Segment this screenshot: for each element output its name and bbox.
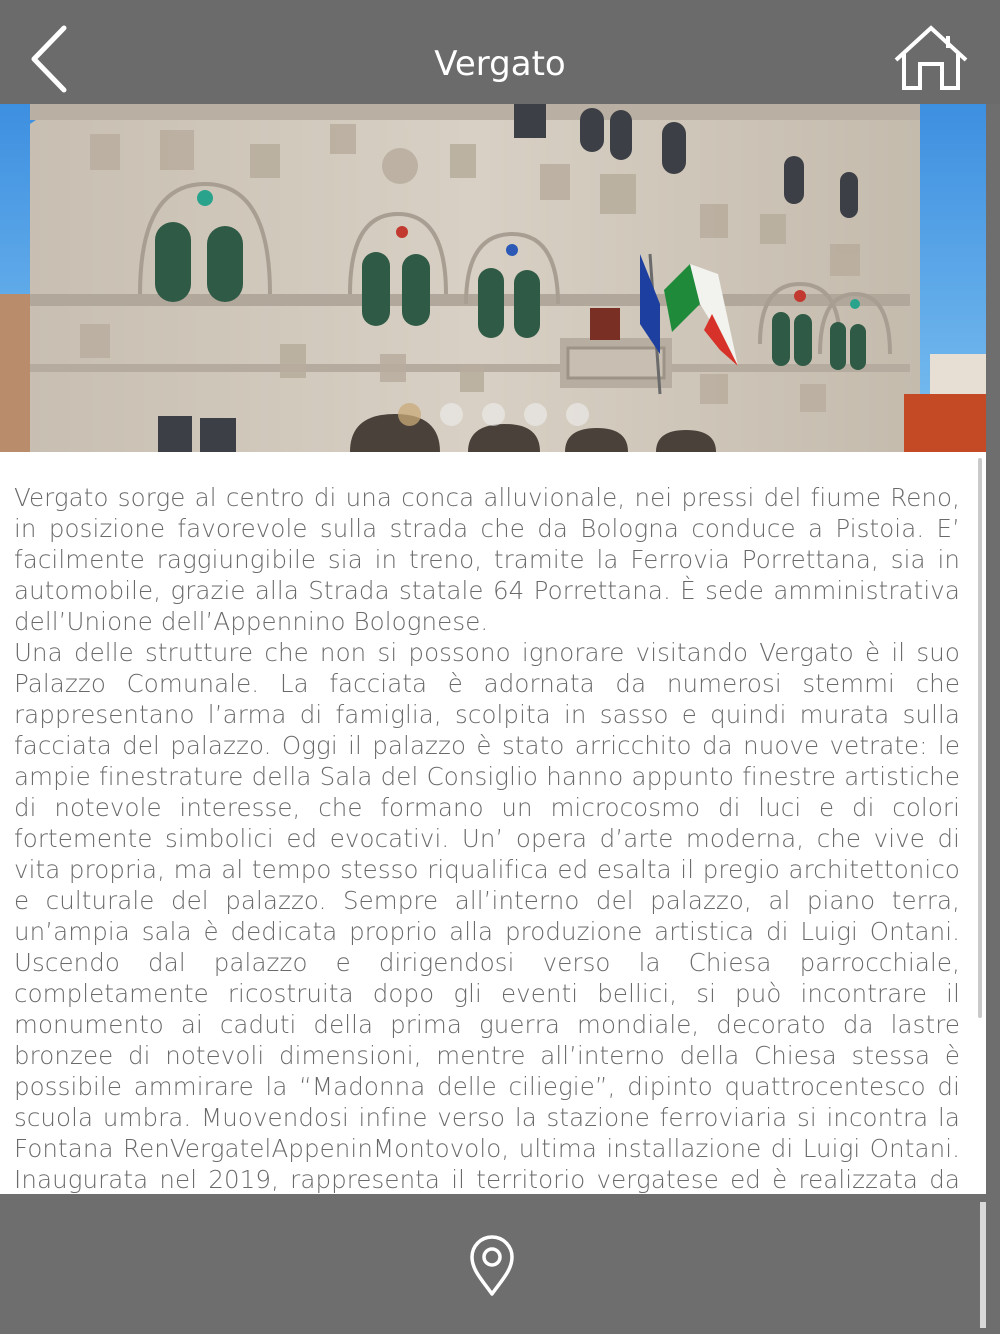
palazzo-comunale-photo <box>0 104 986 452</box>
gallery-dot[interactable] <box>440 403 463 426</box>
article-scroll-area[interactable] <box>0 452 986 1194</box>
map-pin-icon <box>468 1234 516 1298</box>
article-body <box>14 482 960 1288</box>
article-scrollbar[interactable] <box>978 458 982 1018</box>
home-icon <box>890 22 972 94</box>
gallery-dot[interactable] <box>482 403 505 426</box>
gallery-pagination <box>398 403 589 426</box>
bottom-toolbar <box>0 1194 986 1334</box>
photo-gallery[interactable] <box>0 104 986 452</box>
gallery-dot[interactable] <box>566 403 589 426</box>
top-navigation-bar <box>0 0 1000 104</box>
page-scrollbar[interactable] <box>980 1202 986 1328</box>
article-paragraph: Una delle strutture che non si possono ignorare visitando Vergato è il suo Palazzo Comunale. La facciata è adornata da numerosi stemmi che rappresentano l’arma di famiglia, scolpita in sasso e quindi murata sulla facciata del palazzo. Oggi il palazzo è stato arricchito da nuove vetrate: le ampie finestrature della Sala del Consiglio hanno appunto finestre artistiche di notevole interesse, che formano un microcosmo di luci e di colori fortemente simbolici ed evocativi. Un’ opera d’arte moderna, che vive di vita propria, ma al tempo stesso riqualifica ed esalta il pregio architettonico e culturale del palazzo. Sempre all’interno del palazzo, al piano terra, un’ampia sala è dedicata proprio alla produzione artistica di Luigi Ontani. Uscendo dal palazzo e dirigendosi verso la Chiesa parrocchiale, completamente ricostruita dopo gli eventi bellici, si può incontrare il monumento ai caduti della prima guerra mondiale, decorato da lastre bronzee di notevoli dimensioni, mentre all’interno della Chiesa stessa è possibile ammirare la “Madonna delle ciliegie”, dipinto quattrocentesco di scuola umbra. Muovendosi infine verso la stazione ferroviaria si incontra la Fontana RenVergatelAppeninMontovolo, ultima installazione di Luigi Ontani. Inaugurata nel 2019, rappresenta il territorio vergatese ed è realizzata da <box>14 638 960 1194</box>
page-title: Vergato <box>434 44 566 84</box>
gallery-dot[interactable] <box>398 403 421 426</box>
window-edge <box>986 104 1000 1334</box>
home-button[interactable] <box>890 22 972 94</box>
article-paragraph: Vergato sorge al centro di una conca alluvionale, nei pressi del fiume Reno, in posizione favorevole sulla strada che da Bologna conduce a Pistoia. E’ facilmente raggiungibile sia in treno, tramite la Ferrovia Porrettana, sia in automobile, grazie alla Strada statale 64 Porrettana. È sede amministrativa dell’Unione dell’Appennino Bolognese. <box>14 483 960 636</box>
map-button[interactable] <box>468 1234 516 1298</box>
gallery-dot[interactable] <box>524 403 547 426</box>
